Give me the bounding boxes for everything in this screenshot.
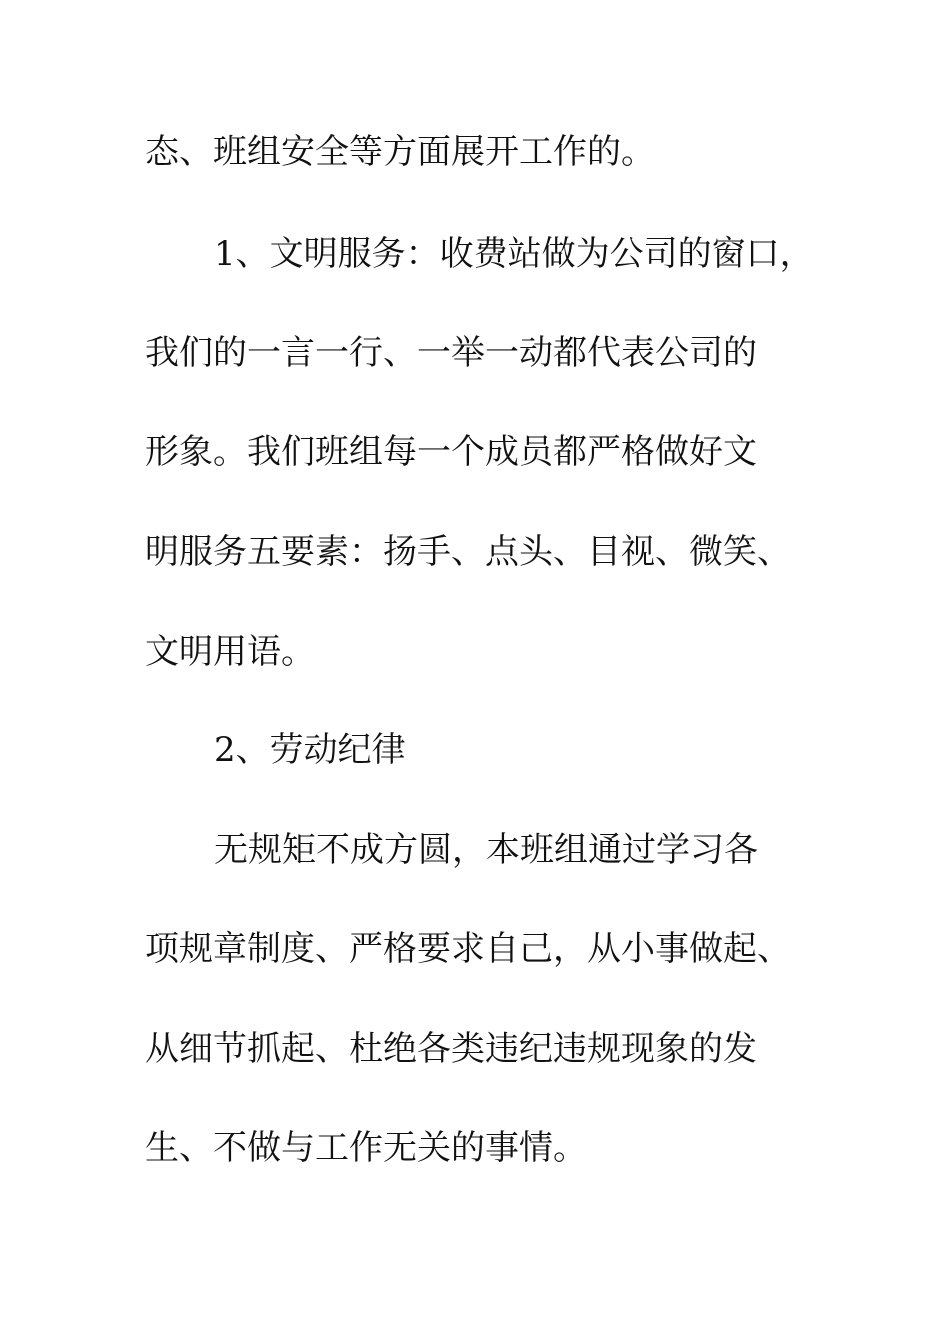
text-line: 文明用语。 [145, 632, 315, 672]
text-line: 形象。我们班组每一个成员都严格做好文 [145, 432, 757, 472]
text-line: 项规章制度、严格要求自己，从小事做起、 [145, 929, 791, 969]
text-line: 生、不做与工作无关的事情。 [145, 1128, 587, 1168]
text-line: 无规矩不成方圆，本班组通过学习各 [214, 830, 758, 870]
text-line: 态、班组安全等方面展开工作的。 [145, 132, 655, 172]
section-heading: 2、劳动纪律 [214, 730, 406, 770]
text-line: 我们的一言一行、一举一动都代表公司的 [145, 333, 757, 373]
text-line: 明服务五要素：扬手、点头、目视、微笑、 [145, 532, 791, 572]
text-line: 1、文明服务：收费站做为公司的窗口， [214, 234, 814, 274]
text-line: 从细节抓起、杜绝各类违纪违规现象的发 [145, 1029, 757, 1069]
